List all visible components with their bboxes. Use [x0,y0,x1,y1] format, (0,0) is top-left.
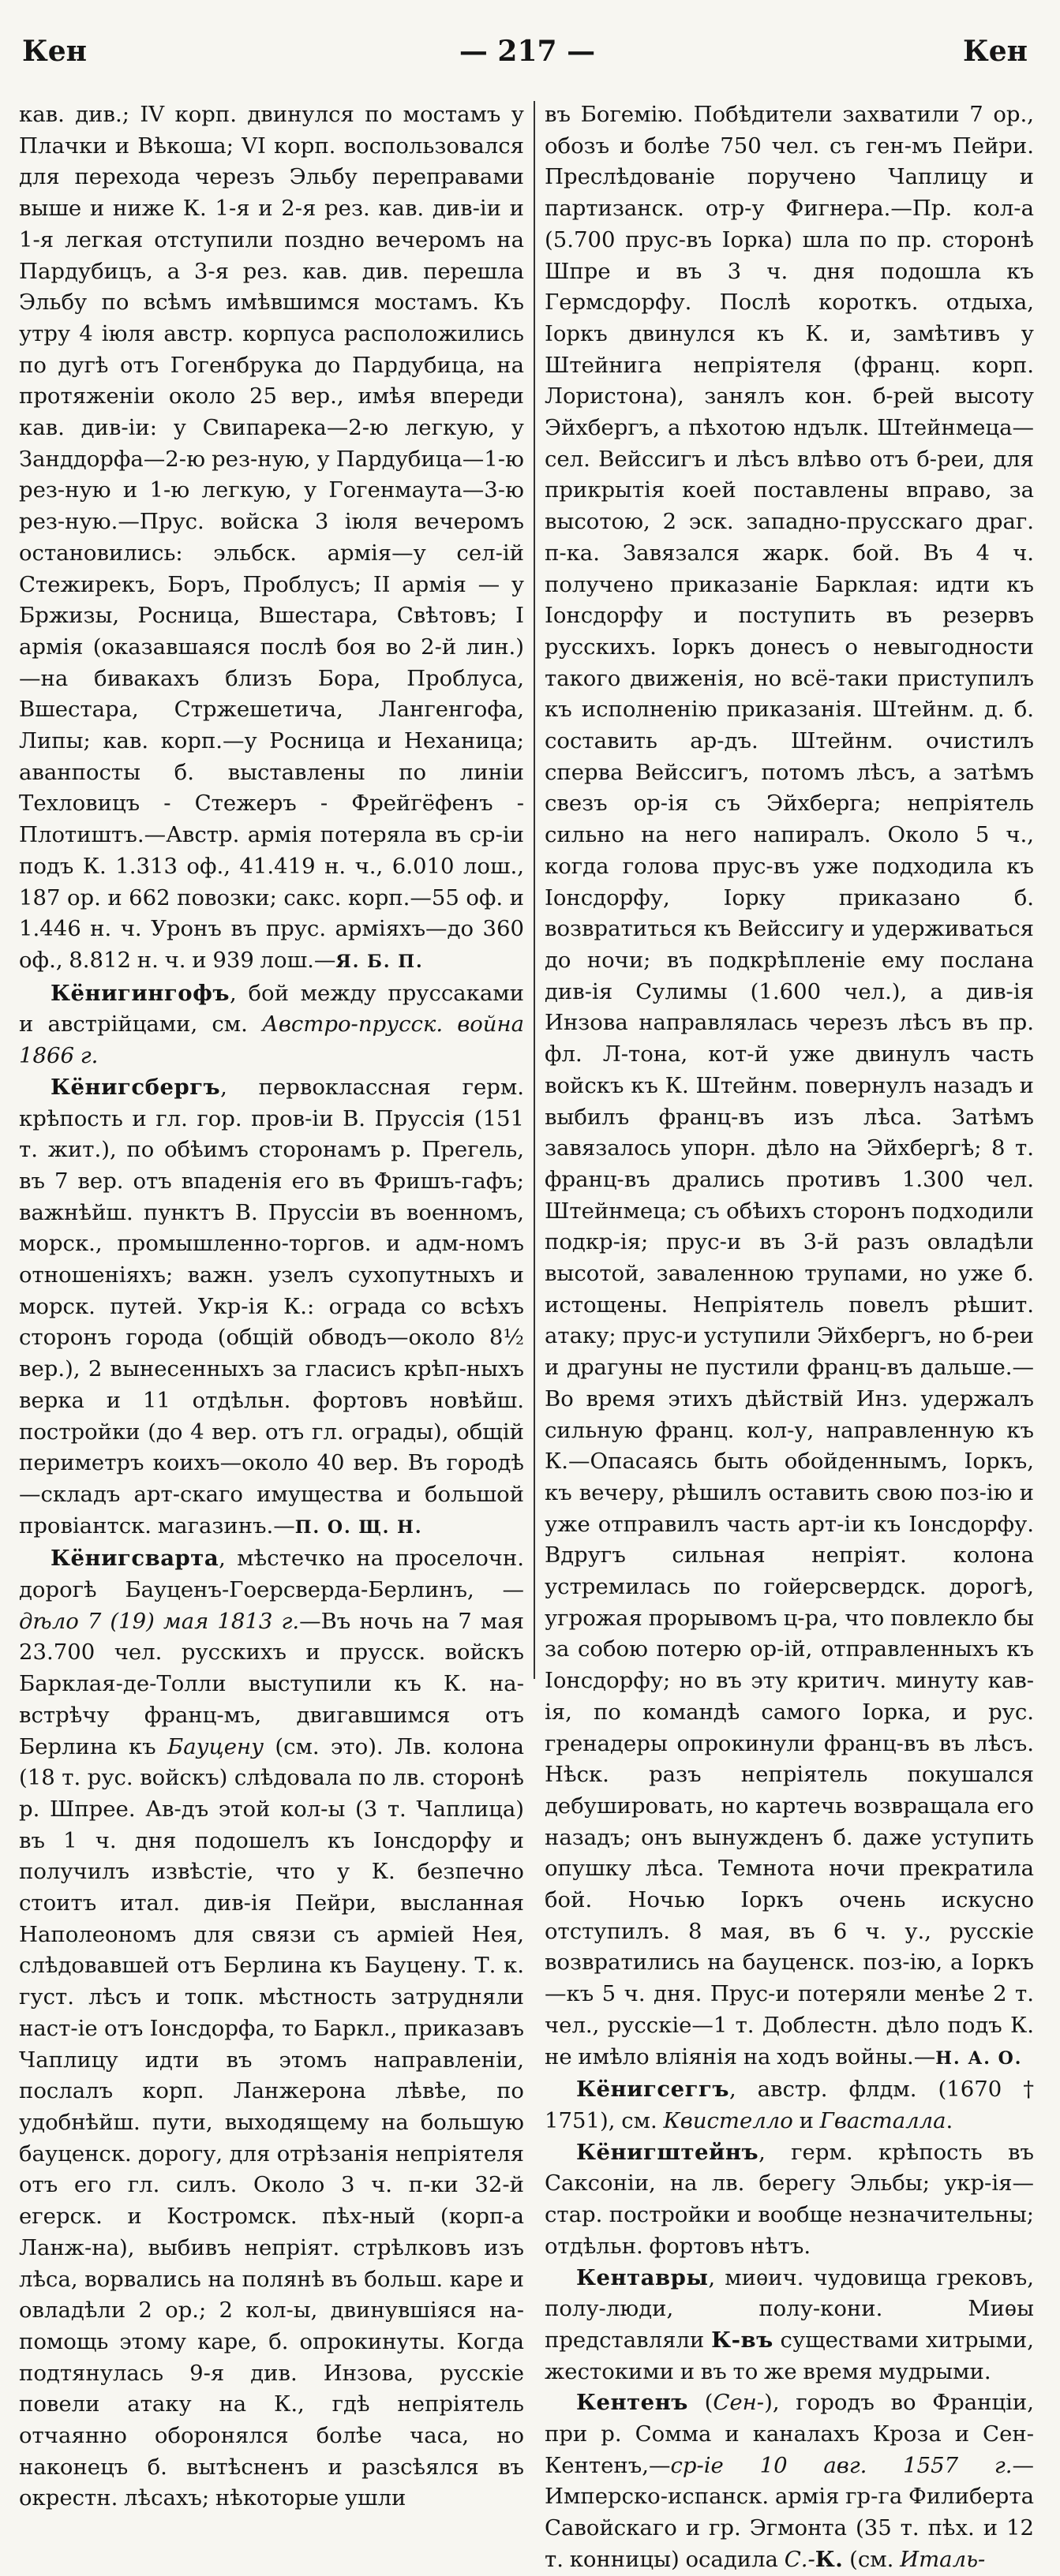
entry-text: ( [687,2390,714,2416]
battle-date: ср-іе 10 авг. 1557 г. [670,2452,1013,2478]
author-signature: П. О. Щ. Н. [294,1516,423,1538]
paragraph-text: кав. див.; IV корп. двинулся по мостамъ у Плачки и Вѣкоша; VI корп. воспользовался для перехода черезъ Эльбу переправами выше и ниже К. 1-я и 2-я рез. кав. див-іи и 1-я легкая отступили поздно вечеромъ на Пардубицъ, а 3-я рез. кав. див. перешла Эльбу по всѣмъ имѣвшимся мостамъ. Къ утру 4 іюля австр. корпуса расположились по дугѣ отъ Гогенбрука до Пардубица, на протяженіи около 25 вер., имѣя впереди кав. див-іи: у Свипарека—2-ю легкую, у Занддорфа—2-ю рез-ную, у Пардубица—1-ю рез-ную и 1-ю легкую, у Гогенмаута—3-ю рез-ную.—Прус. войска 3 іюля вечеромъ остановились: эльбск. армія—у сел-ій Стежирекъ, Боръ, Проблусъ; II армія — у Бржизы, Росница, Вшестара, Свѣтовъ; I армія (оказавшаяся послѣ боя во 2-й лин.)—на бивакахъ близъ Бора, Проблуса, Вшестара, Стржешетича, Лангенгофа, Липы; кав. корп.—у Росница и Неханица; аванпосты б. выставлены по линіи Техловицъ - Стежеръ - Фрейгёфенъ - Плотиштъ.—Австр. армія потеряла въ ср-іи подъ К. 1.313 оф., 41.419 н. ч., 6.010 лош., 187 ор. и 662 повозки; сакс. корп.—55 оф. и 1.446 н. ч. Уронъ въ прус. арміяхъ—до 360 оф., 8.812 н. ч. и 939 лош.— [19,102,524,973]
abbreviated-headword: К. [815,2546,844,2572]
entry-headword: Кёнигштейнъ [576,2139,759,2165]
author-signature: Н. А. О. [935,2047,1023,2069]
page-number: — 217 — [459,35,596,68]
continuation-paragraph [19,99,524,978]
entry-text: , австр. флдм. (1670 † 1751), см. [545,2077,1034,2133]
entry-koeniginhof [19,978,524,1072]
entry-text: —Въ ночь на 7 мая 23.700 чел. русскихъ и прусск. войскъ Барклая-де-Толли выступили къ К. на-встрѣчу франц-мъ, двигавшимся отъ Берлина къ [19,1608,524,1759]
column-divider [534,101,535,1679]
header-left-keyword: Кен [22,35,88,68]
entry-text: , герм. крѣпость въ Саксоніи, на лв. берегу Эльбы; укр-ія—стар. постройки и вообще незначительны; отдѣльн. фортовъ нѣтъ. [545,2139,1034,2259]
cross-reference: Италь- [900,2546,986,2572]
entry-text: (см. [843,2546,901,2572]
left-column [19,99,524,2511]
entry-koenigswartha [19,1543,524,2514]
paragraph-text: въ Богемію. Побѣдители захватили 7 ор., обозъ и болѣе 750 чел. съ ген-мъ Пейри. Преслѣдованіе поручено Чаплицу и партизанск. отр-у Фигнера.—Пр. кол-а (5.700 прус-въ Іорка) шла по пр. сторонѣ Шпре и въ 3 ч. дня подошла къ Гермсдорфу. Послѣ короткъ. отдыха, Іоркъ двинулся къ К. и, замѣтивъ у Штейнига непріятеля (франц. корп. Лористона), занялъ кон. б-рей высоту Эйхбергъ, а пѣхотою ндълк. Штейнмеца—сел. Вейссигъ и лѣсъ влѣво отъ б-реи, для прикрытія коей поставлены вправо, за высотою, 2 эск. западно-прусскаго драг. п-ка. Завязался жарк. бой. Въ 4 ч. получено приказаніе Барклая: идти къ Іонсдорфу и поступить въ резервъ русскихъ. Іоркъ донесъ о невыгодности такого движенія, но всё-таки приступилъ къ исполненію приказанія. Штейнм. д. б. составить ар-дъ. Штейнм. очистилъ сперва Вейссигъ, потомъ лѣсъ, а затѣмъ свезъ ор-ія съ Эйхберга; непріятель сильно на него напиралъ. Около 5 ч., когда голова прус-въ уже подходила къ Іонсдорфу, Іорку приказано б. возвратиться къ Вейссигу и удерживаться до ночи; въ подкрѣпленіе ему послана див-ія Сулимы (1.600 чел.), а див-ія Инзова направлялась черезъ лѣсъ въ пр. фл. Л-тона, кот-й уже двинулъ часть войскъ къ К. Штейнм. повернулъ назадъ и выбилъ франц-въ изъ лѣса. Затѣмъ завязалось упорн. дѣло на Эйхбергѣ; 8 т. франц-въ дрались противъ 1.300 чел. Штейнмеца; съ обѣихъ сторонъ подходили подкр-ія; прус-и въ 3-й разъ овладѣли высотой, заваленною трупами, но уже б. истощены. Непріятель повелъ рѣшит. атаку; прус-и уступили Эйхбергъ, но б-реи и драгуны не пустили франц-въ дальше.—Во время этихъ дѣйствій Инз. удержалъ сильную франц. кол-у, направленную къ К.—Опасаясь быть обойденнымъ, Іоркъ, къ вечеру, рѣшилъ оставить свою поз-ію и уже отправилъ часть арт-іи къ Іонсдорфу. Вдругъ сильная непріят. колона устремилась по гойерсвердск. дорогѣ, угрожая прорывомъ ц-ра, что повлекло бы за собою потерю ор-ій, отправленныхъ къ Іонсдорфу; но въ эту критич. минуту кав-ія, по командѣ самого Іорка, и рус. гренадеры опрокинули франц-въ въ лѣсъ. Нѣск. разъ непріятель покушался дебушировать, но картечь возвращала его назадъ; онъ вынужденъ б. даже уступить опушку лѣса. Темнота ночи прекратила бой. Ночью Іоркъ очень искусно отступилъ. 8 мая, въ 6 ч. у., русскіе возвратились на бауценск. поз-ію, а Іоркъ—къ 5 ч. дня. Прус-и потеряли менѣе 2 т. чел., русскіе—1 т. Доблестн. дѣло подъ К. не имѣло вліянія на ходъ войны.— [545,102,1034,2069]
entry-text: , первоклассная герм. крѣпость и гл. гор. пров-іи В. Пруссія (151 т. жит.), по обѣимъ сторонамъ р. Прегель, въ 7 вер. отъ впаденія его въ Фришъ-гафъ; важнѣйш. пунктъ В. Пруссіи въ военномъ, морск., промышленно-торгов. и адм-номъ отношеніяхъ; важн. узелъ сухопутныхъ и морск. путей. Укр-ія К.: ограда со всѣхъ сторонъ города (общій обводъ—около 8½ вер.), 2 вынесенныхъ за гласисъ крѣп-ныхъ верка и 11 отдѣльн. фортовъ новѣйш. постройки (до 4 вер. отъ гл. ограды), общій периметръ коихъ—около 40 вер. Въ городѣ—складъ арт-скаго имущества и большой провіантск. магазинъ.— [19,1074,524,1538]
entry-text: . [946,2108,953,2133]
entry-text: ), городъ во Франціи, при р. Сомма и каналахъ Кроза и Сен-Кентенъ,— [545,2390,1034,2478]
italic-prefix: Сен- [713,2390,765,2416]
entry-headword: Кентавры [576,2264,709,2290]
entry-text: (см. это). Лв. колона (18 т. рус. войскъ) слѣдовала по лв. сторонѣ р. Шпрее. Ав-дъ этой кол-ы (3 т. Чаплица) въ 1 ч. дня подошелъ къ Іонсдорфу и получилъ извѣстіе, что у К. безпечно стоитъ итал. див-ія Пейри, высланная Наполеономъ для связи съ арміей Нея, слѣдовавшей отъ Берлина къ Бауцену. Т. к. густ. лѣсъ и топк. мѣстность затрудняли наст-іе отъ Іонсдорфа, то Баркл., приказавъ Чаплицу идти въ этомъ направленіи, послалъ корп. Ланжерона лѣвѣе, по удобнѣйш. пути, выходящему на большую бауценск. дорогу, для отрѣзанія непріятеля отъ его гл. силъ. Около 3 ч. п-ки 32-й егерск. и Костромск. пѣх-ный (корп-а Ланж-на), выбивъ непріят. стрѣлковъ изъ лѣса, ворвались на полянѣ въ больш. каре и овладѣли 2 ор.; 2 кол-ы, двинувшіяся на-помощь этому каре, б. опрокинуты. Когда подтянулась 9-я див. Инзова, русскіе повели атаку на К., гдѣ непріятель отчаянно оборонялся болѣе часа, но наконецъ б. вытѣсненъ и разсѣялся въ окрестн. лѣсахъ; нѣкоторые ушли [19,1733,524,2511]
entry-text: , мѣстечко на проселочн. дорогѣ Бауценъ-Гоерсверда-Берлинъ, — [19,1546,524,1603]
entry-text: , миѳич. чудовища грековъ, полу-люди, полу-кони. Миѳы представляли [545,2264,1034,2353]
entry-headword: Кёнигсбергъ [51,1074,221,1100]
entry-text: , бой между пруссаками и австрійцами, см. [19,980,524,1038]
cross-reference: Бауцену [167,1733,264,1759]
continuation-paragraph [545,99,1034,2074]
cross-reference: Австро-прусск. война 1866 г. [19,1011,524,1069]
cross-reference: Гвасталла [819,2108,946,2133]
entry-headword: Кёнигингофъ [51,980,230,1006]
entry-koenigsberg [19,1072,524,1544]
entry-headword: Кёнигсеггъ [576,2077,729,2103]
right-column [545,99,1034,2572]
abbreviated-headword: К-въ [711,2327,773,2353]
entry-centaurs [545,2263,1034,2388]
entry-text: существами хитрыми, жестокими и въ то же время мудрыми. [545,2327,1034,2384]
entry-saint-quentin [545,2387,1034,2575]
header-right-keyword: Кен [962,35,1028,68]
entry-text: и [792,2108,820,2133]
entry-headword: Кёнигсварта [51,1546,219,1572]
running-header [22,35,1032,76]
battle-date: дѣло 7 (19) мая 1813 г. [19,1608,300,1634]
author-signature: Я. Б. П. [335,951,424,972]
entry-text: —Имперско-испанск. армія гр-га Филиберта Савойскаго и гр. Эгмонта (35 т. пѣх. и 12 т. конницы) осадила [545,2452,1034,2572]
entry-koenigstein [545,2137,1034,2263]
entry-headword: Кентенъ [576,2390,688,2416]
entry-koenigsegg [545,2074,1034,2137]
cross-reference: Квистелло [663,2108,793,2133]
italic-prefix: С.- [784,2546,815,2572]
